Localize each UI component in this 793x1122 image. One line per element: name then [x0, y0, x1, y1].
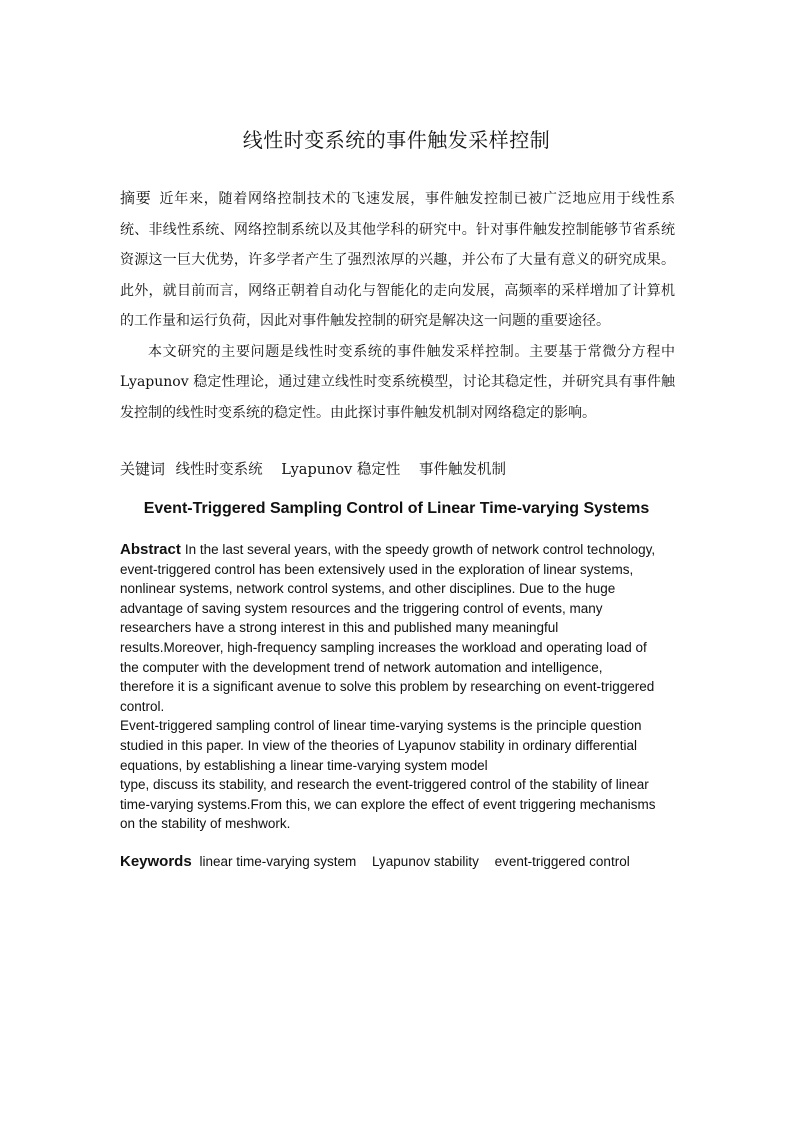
- chinese-abstract-line: 本文研究的主要问题是线性时变系统的事件触发采样控制。主要基于常微分方程中: [148, 343, 675, 360]
- english-keyword: linear time-varying system: [199, 854, 357, 869]
- english-abstract-line: the computer with the development trend of network automation and intelligence,: [120, 659, 603, 675]
- english-abstract-line: therefore it is a significant avenue to solve this problem by researching on event-triggered: [120, 679, 655, 695]
- english-abstract: [120, 540, 676, 834]
- english-keywords-label: Keywords: [120, 853, 192, 870]
- chinese-keywords-label: 关键词: [120, 460, 166, 478]
- chinese-abstract-line: 控制的线性时变系统的稳定性。由此探讨事件触发机制对网络稳定的影响。: [134, 404, 596, 421]
- english-abstract-line: event-triggered control has been extensively used in the exploration of linear systems,: [120, 561, 634, 577]
- english-abstract-line: on the stability of meshwork.: [120, 816, 291, 832]
- english-abstract-line: equations, by establishing a linear time-varying system model: [120, 757, 488, 773]
- chinese-keywords: [120, 458, 675, 479]
- chinese-abstract-line: Lyapunov 稳定性理论，通过建立线性时变系统模型，讨论其稳定性，并研究具有事件触发: [120, 374, 675, 421]
- chinese-abstract-paragraph-2: [120, 337, 675, 429]
- chinese-abstract-line: 近年来，随着网络控制技术的飞速发展，事件触发控制已被广泛地应用于线性系统、: [120, 191, 675, 238]
- chinese-abstract-label: 摘要: [120, 189, 152, 207]
- english-keywords: [120, 853, 676, 870]
- english-abstract-paragraph-2: [120, 716, 676, 834]
- english-keyword: Lyapunov stability: [372, 854, 479, 869]
- chinese-title: 线性时变系统的事件触发采样控制: [242, 128, 551, 152]
- english-abstract-line: nonlinear systems, network control systems, and other disciplines. Due to the huge: [120, 581, 616, 597]
- english-abstract-line: results.Moreover, high-frequency sampling increases the workload and operating load of: [120, 639, 647, 655]
- english-abstract-paragraph-1: [120, 540, 676, 716]
- chinese-keyword: 事件触发机制: [419, 462, 507, 478]
- chinese-abstract-line: 目前而言，网络正朝着自动化与智能化的走向发展，高频率的采样增加了计算机的工作量和: [120, 282, 676, 329]
- english-abstract-line: advantage of saving system resources and the triggering control of events, many: [120, 600, 603, 616]
- chinese-abstract-line: 运行负荷，因此对事件触发控制的研究是解决这一问题的重要途径。: [190, 313, 610, 329]
- chinese-abstract-line: 非线性系统、网络控制系统以及其他学科的研究中。针对事件触发控制能够节省系统资源这: [120, 221, 676, 268]
- chinese-abstract-paragraph-1: [120, 183, 675, 337]
- english-abstract-line: type, discuss its stability, and research the event-triggered control of the stability of linear: [120, 777, 649, 793]
- chinese-keyword: 线性时变系统: [175, 462, 263, 478]
- chinese-abstract-line: 一巨大优势，许多学者产生了强烈浓厚的兴趣，并公布了大量有意义的研究成果。此外，就: [120, 252, 676, 299]
- chinese-abstract: [120, 183, 675, 428]
- english-abstract-line: researchers have a strong interest in this and published many meaningful: [120, 620, 559, 636]
- english-abstract-line: time-varying systems.From this, we can explore the effect of event triggering mechanisms: [120, 796, 656, 812]
- english-abstract-line: studied in this paper. In view of the theories of Lyapunov stability in ordinary differential: [120, 737, 638, 753]
- english-abstract-label: Abstract: [120, 541, 181, 558]
- english-title: Event-Triggered Sampling Control of Linear Time-varying Systems: [143, 500, 650, 517]
- english-abstract-line: control.: [120, 698, 165, 714]
- english-abstract-line: In the last several years, with the speedy growth of network control technology,: [184, 542, 656, 557]
- english-abstract-line: Event-triggered sampling control of linear time-varying systems is the principle question: [120, 718, 642, 734]
- english-keyword: event-triggered control: [494, 854, 630, 869]
- chinese-keyword: Lyapunov 稳定性: [281, 462, 401, 478]
